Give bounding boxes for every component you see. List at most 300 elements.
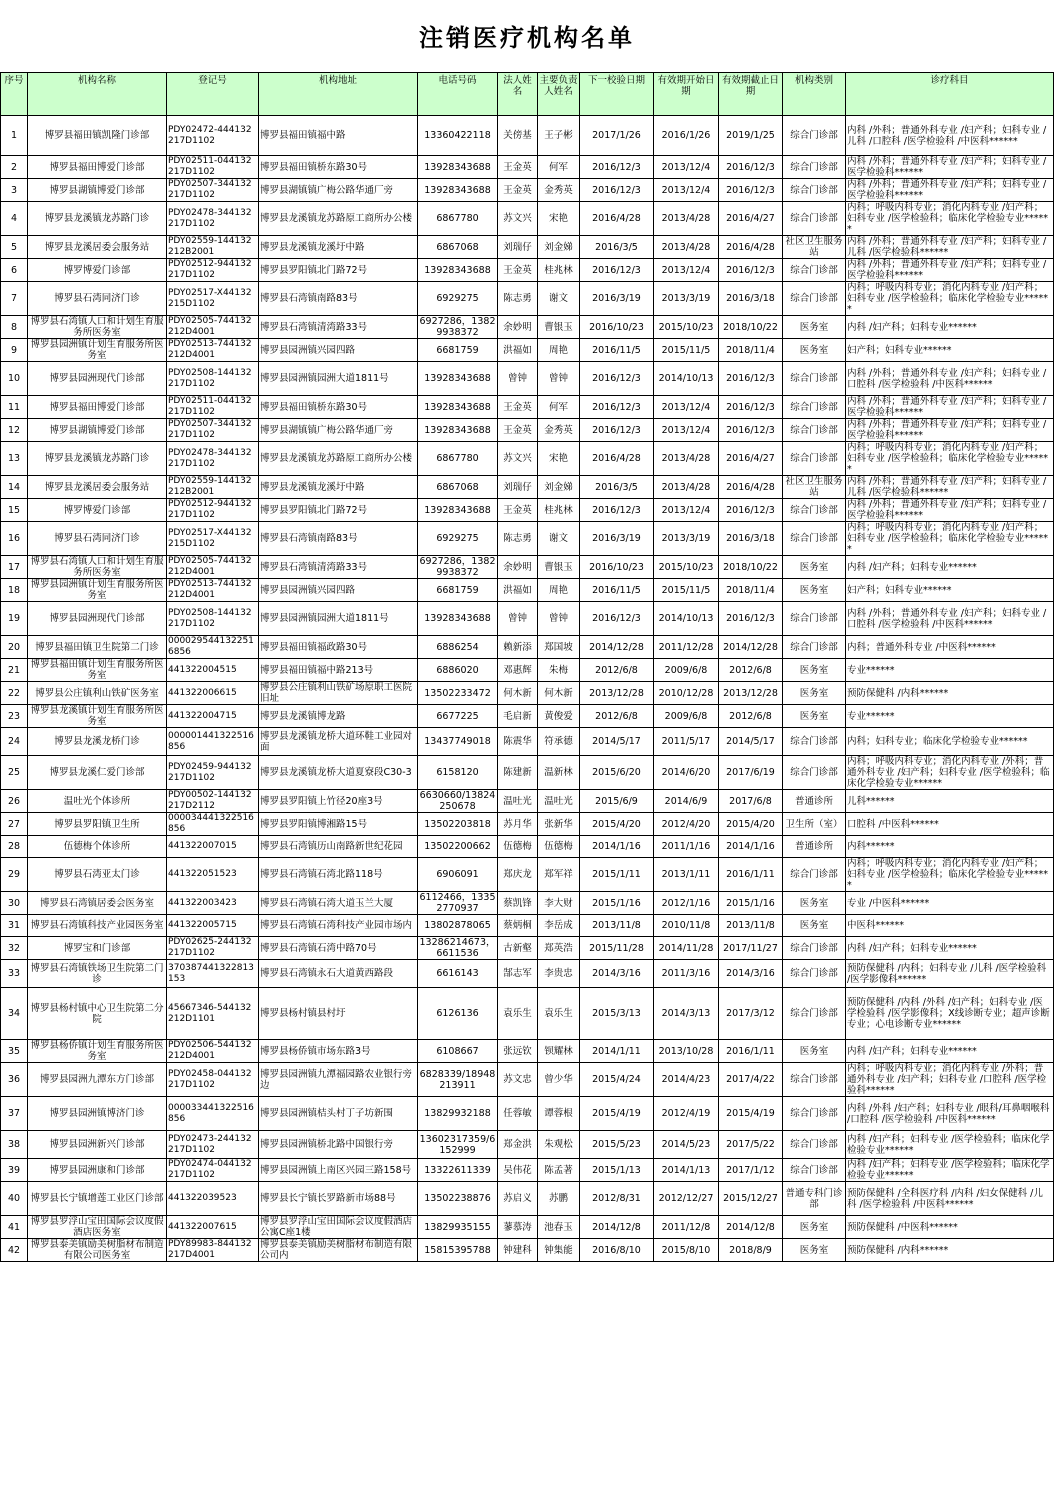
cell-principal: 宋艳 [538, 442, 580, 476]
cell-reg-no: PDY02472-444132217D1102 [167, 116, 259, 156]
cell-principal: 刘金娣 [538, 476, 580, 499]
cell-name: 博罗县龙溪居委会服务站 [28, 236, 167, 259]
cell-phone: 13928343688 [418, 259, 498, 282]
cell-valid-end: 2014/12/8 [719, 1216, 783, 1239]
cell-valid-end: 2016/12/3 [719, 396, 783, 419]
cell-category: 医务室 [783, 339, 846, 362]
cell-phone: 13437749018 [418, 728, 498, 756]
cell-phone: 13502203818 [418, 813, 498, 836]
cell-next-check: 2013/12/28 [580, 682, 654, 705]
table-row [1, 156, 1054, 179]
cell-index: 40 [1, 1182, 28, 1216]
cell-address: 博罗县福田镇福中路213号 [259, 659, 418, 682]
cell-name: 博罗县园洲现代门诊部 [28, 602, 167, 636]
cell-principal: 曹银玉 [538, 556, 580, 579]
cell-index: 37 [1, 1097, 28, 1131]
cell-reg-no: PDY02517-X44132215D1102 [167, 522, 259, 556]
cell-index: 16 [1, 522, 28, 556]
cell-valid-end: 2018/11/4 [719, 339, 783, 362]
cell-next-check: 2015/4/19 [580, 1097, 654, 1131]
cell-next-check: 2016/12/3 [580, 362, 654, 396]
cell-index: 10 [1, 362, 28, 396]
cell-address: 博罗县园洲镇九潭福园路农业银行旁边 [259, 1063, 418, 1097]
cell-legal-rep: 吴伟花 [498, 1159, 538, 1182]
cell-address: 博罗县福田镇福中路 [259, 116, 418, 156]
cell-principal: 曹银玉 [538, 316, 580, 339]
cell-valid-start: 2015/11/5 [654, 339, 719, 362]
table-header-row [1, 73, 1054, 116]
cell-valid-end: 2016/12/3 [719, 259, 783, 282]
table-row [1, 756, 1054, 790]
cell-phone: 13360422118 [418, 116, 498, 156]
cell-index: 6 [1, 259, 28, 282]
cell-category: 普通专科门诊部 [783, 1182, 846, 1216]
cell-valid-start: 2014/10/13 [654, 602, 719, 636]
cell-valid-start: 2010/12/28 [654, 682, 719, 705]
cell-reg-no: PDY02513-744132212D4001 [167, 579, 259, 602]
cell-reg-no: PDY02507-344132217D1102 [167, 419, 259, 442]
cell-next-check: 2016/12/3 [580, 419, 654, 442]
cell-valid-start: 2015/11/5 [654, 579, 719, 602]
cell-specialties: 内科 /外科；普通外科专业 /妇产科；妇科专业 /儿科 /口腔科 /医学检验科 /中医科****** [846, 116, 1054, 156]
table-row [1, 522, 1054, 556]
cell-address: 博罗县罗阳镇博湘路15号 [259, 813, 418, 836]
cell-legal-rep: 王金英 [498, 499, 538, 522]
cell-name: 博罗县园洲九潭东方门诊部 [28, 1063, 167, 1097]
cell-specialties: 内科 /外科；普通外科专业 /妇产科；妇科专业 /口腔科 /医学检验科 /中医科****** [846, 362, 1054, 396]
col-header-principal: 主要负责人姓名 [538, 73, 580, 116]
table-row [1, 282, 1054, 316]
cell-principal: 袁乐生 [538, 988, 580, 1040]
cell-name: 温吐光个体诊所 [28, 790, 167, 813]
cell-specialties: 预防保健科 /内科****** [846, 1239, 1054, 1262]
cell-valid-start: 2011/3/16 [654, 960, 719, 988]
cell-name: 博罗县福田博爱门诊部 [28, 156, 167, 179]
cell-principal: 张新华 [538, 813, 580, 836]
cell-category: 综合门诊部 [783, 1097, 846, 1131]
table-row [1, 960, 1054, 988]
cell-legal-rep: 苏文兴 [498, 202, 538, 236]
cell-phone: 13928343688 [418, 602, 498, 636]
cell-address: 博罗县龙溪镇龙苏路原工商所办公楼 [259, 442, 418, 476]
cell-phone: 6929275 [418, 522, 498, 556]
cell-reg-no: PDY02517-X44132215D1102 [167, 282, 259, 316]
cell-valid-end: 2017/6/8 [719, 790, 783, 813]
cell-legal-rep: 何木新 [498, 682, 538, 705]
cell-next-check: 2016/4/28 [580, 202, 654, 236]
cell-specialties: 内科；呼吸内科专业；消化内科专业 /妇产科；妇科专业 /医学检验科；临床化学检验专业****** [846, 202, 1054, 236]
cell-valid-start: 2014/10/13 [654, 362, 719, 396]
table-row [1, 179, 1054, 202]
cell-phone: 13286214673，6611536 [419, 937, 496, 959]
col-header-phone: 电话号码 [418, 73, 498, 116]
cell-specialties: 内科 /妇产科；妇科专业****** [846, 556, 1054, 579]
cell-address: 博罗县罗浮山宝田国际会议度假酒店公寓C座1楼 [259, 1216, 418, 1239]
cell-category: 医务室 [783, 659, 846, 682]
cell-legal-rep: 曾钟 [498, 362, 538, 396]
cell-principal: 曾钟 [538, 602, 580, 636]
cell-category: 医务室 [783, 705, 846, 728]
table-row [1, 1239, 1054, 1262]
cell-category: 综合门诊部 [783, 522, 846, 556]
cell-principal: 宋艳 [538, 202, 580, 236]
cell-valid-end: 2017/6/19 [719, 756, 783, 790]
cell-address: 博罗县园洲镇桔头村丁子坊新围 [259, 1097, 418, 1131]
table-row [1, 316, 1054, 339]
cell-name: 博罗县石湾镇科技产业园医务室 [28, 915, 167, 937]
table-row [1, 1097, 1054, 1131]
cell-valid-end: 2017/11/27 [719, 937, 783, 960]
cell-category: 医务室 [783, 316, 846, 339]
cell-principal: 钟集能 [538, 1239, 580, 1262]
cell-specialties: 内科 /妇产科；妇科专业****** [846, 937, 1054, 960]
cell-next-check: 2015/3/13 [580, 988, 654, 1040]
cell-valid-start: 2009/6/8 [654, 705, 719, 728]
cell-address: 博罗县罗阳镇北门路72号 [259, 499, 418, 522]
cell-principal: 谢文 [538, 282, 580, 316]
cell-legal-rep: 郑庆龙 [498, 858, 538, 892]
cell-name: 博罗县福田镇凯隆门诊部 [28, 116, 167, 156]
col-header-legal-rep: 法人姓名 [498, 73, 538, 116]
cell-address: 博罗县龙溪镇龙溪圩中路 [259, 476, 418, 499]
cell-legal-rep: 陈建新 [498, 756, 538, 790]
cell-principal: 周艳 [538, 339, 580, 362]
cell-address: 博罗县石湾镇清湾路33号 [259, 556, 418, 579]
cell-next-check: 2016/12/3 [580, 156, 654, 179]
cell-legal-rep: 张远钦 [498, 1040, 538, 1063]
cell-valid-end: 2018/10/22 [719, 556, 783, 579]
cell-address: 博罗县园洲镇桥北路中国银行旁 [259, 1131, 418, 1159]
cell-legal-rep: 郑金洪 [498, 1131, 538, 1159]
cell-next-check: 2015/11/28 [580, 937, 654, 960]
cell-index: 24 [1, 728, 28, 756]
col-header-category: 机构类别 [783, 73, 846, 116]
cell-name: 博罗博爱门诊部 [28, 499, 167, 522]
cell-legal-rep: 袁乐生 [498, 988, 538, 1040]
cell-reg-no: PDY02506-544132212D4001 [167, 1040, 259, 1063]
table-row [1, 602, 1054, 636]
cell-category: 综合门诊部 [783, 259, 846, 282]
cell-specialties: 内科；妇科专业；临床化学检验专业****** [846, 728, 1054, 756]
cell-next-check: 2016/4/28 [580, 442, 654, 476]
cell-reg-no: 441322004515 [167, 659, 259, 682]
table-row [1, 705, 1054, 728]
cell-legal-rep: 温吐光 [498, 790, 538, 813]
cell-index: 31 [1, 915, 28, 937]
cell-reg-no: 441322039523 [167, 1182, 259, 1216]
cell-valid-end: 2017/3/12 [719, 988, 783, 1040]
cell-valid-end: 2016/12/3 [719, 156, 783, 179]
table-row [1, 236, 1054, 259]
cell-specialties: 预防保健科 /内科 /外科 /妇产科；妇科专业 /医学检验科 /医学影像科；X线诊断专业；超声诊断专业；心电诊断专业****** [846, 988, 1054, 1040]
cell-specialties: 内科；普通外科专业 /中医科****** [846, 636, 1054, 659]
cell-index: 34 [1, 988, 28, 1040]
cell-phone: 6927286，13829938372 [419, 556, 496, 578]
cell-address: 博罗县龙溪镇龙桥大道夏寮段C30-3 [259, 756, 418, 790]
cell-valid-start: 2014/5/23 [654, 1131, 719, 1159]
cell-next-check: 2016/10/23 [580, 556, 654, 579]
cell-valid-start: 2011/1/16 [654, 836, 719, 858]
cell-legal-rep: 王金英 [498, 396, 538, 419]
cell-legal-rep: 苏启义 [498, 1182, 538, 1216]
cell-specialties: 内科 /外科；普通外科专业 /妇产科；妇科专业 /医学检验科****** [846, 259, 1054, 282]
cell-valid-start: 2016/1/26 [654, 116, 719, 156]
cell-reg-no: PDY02478-344132217D1102 [167, 202, 259, 236]
cell-next-check: 2016/12/3 [580, 602, 654, 636]
cell-index: 26 [1, 790, 28, 813]
table-row [1, 636, 1054, 659]
cell-principal: 李大财 [538, 892, 580, 915]
cell-reg-no: PDY02508-144132217D1102 [167, 362, 259, 396]
cell-category: 综合门诊部 [783, 156, 846, 179]
cell-category: 卫生所（室） [783, 813, 846, 836]
cell-category: 普通诊所 [783, 790, 846, 813]
cell-category: 综合门诊部 [783, 179, 846, 202]
cell-category: 综合门诊部 [783, 858, 846, 892]
cell-specialties: 内科 /妇产科；妇科专业 /医学检验科；临床化学检验专业****** [846, 1131, 1054, 1159]
cell-valid-start: 2011/5/17 [654, 728, 719, 756]
cell-next-check: 2016/10/23 [580, 316, 654, 339]
cell-name: 博罗县园洲新兴门诊部 [28, 1131, 167, 1159]
cell-name: 博罗宝和门诊部 [28, 937, 167, 960]
cell-address: 博罗县石湾镇石湾中路70号 [259, 937, 418, 960]
cell-legal-rep: 陈震华 [498, 728, 538, 756]
cell-name: 博罗县福田镇计划生育服务所医务室 [28, 659, 167, 682]
cell-name: 博罗县龙溪龙桥门诊 [28, 728, 167, 756]
cell-valid-end: 2017/1/12 [719, 1159, 783, 1182]
cell-principal: 桂兆林 [538, 499, 580, 522]
cell-specialties: 预防保健科 /中医科****** [846, 1216, 1054, 1239]
cell-address: 博罗县园洲镇兴园四路 [259, 579, 418, 602]
cell-category: 综合门诊部 [783, 362, 846, 396]
cell-legal-rep: 关傍基 [498, 116, 538, 156]
cell-legal-rep: 邓惠辉 [498, 659, 538, 682]
cell-address: 博罗县杨村镇县村圩 [259, 988, 418, 1040]
cell-index: 17 [1, 556, 28, 579]
col-header-valid-end: 有效期截止日期 [719, 73, 783, 116]
cell-next-check: 2015/4/20 [580, 813, 654, 836]
cell-reg-no: PDY00502-144132217D2112 [167, 790, 259, 813]
cell-principal: 谭蓉根 [538, 1097, 580, 1131]
col-header-specialties: 诊疗科目 [846, 73, 1054, 116]
table-row [1, 442, 1054, 476]
cell-next-check: 2014/1/16 [580, 836, 654, 858]
table-row [1, 476, 1054, 499]
cell-legal-rep: 任蓉敏 [498, 1097, 538, 1131]
cell-name: 博罗县园洲镇博济门诊 [28, 1097, 167, 1131]
cell-address: 博罗县石湾镇南路83号 [259, 522, 418, 556]
cell-principal: 朱梅 [538, 659, 580, 682]
cell-category: 综合门诊部 [783, 202, 846, 236]
cell-reg-no: PDY02473-244132217D1102 [167, 1131, 259, 1159]
cell-index: 8 [1, 316, 28, 339]
cell-principal: 黄俊爱 [538, 705, 580, 728]
cell-phone: 13928343688 [418, 499, 498, 522]
cell-reg-no: PDY02459-944132217D1102 [167, 756, 259, 790]
cell-name: 博罗县石湾镇居委会医务室 [28, 892, 167, 915]
cell-legal-rep: 蔡炳桐 [498, 915, 538, 937]
col-header-address: 机构地址 [259, 73, 418, 116]
cell-next-check: 2017/1/26 [580, 116, 654, 156]
cell-valid-start: 2013/12/4 [654, 179, 719, 202]
cell-phone: 15815395788 [418, 1239, 498, 1262]
cell-principal: 李贵忠 [538, 960, 580, 988]
cell-category: 医务室 [783, 579, 846, 602]
cell-address: 博罗县园洲镇上南区兴园三路158号 [259, 1159, 418, 1182]
cell-category: 医务室 [783, 1040, 846, 1063]
cell-name: 伍德梅个体诊所 [28, 836, 167, 858]
cell-legal-rep: 王金英 [498, 156, 538, 179]
cell-valid-start: 2014/3/13 [654, 988, 719, 1040]
table-row [1, 1182, 1054, 1216]
cell-reg-no: PDY02511-044132217D1102 [167, 156, 259, 179]
cell-reg-no: 441322005715 [167, 915, 259, 937]
cell-next-check: 2015/1/11 [580, 858, 654, 892]
cell-legal-rep: 苏月华 [498, 813, 538, 836]
cell-address: 博罗县园洲镇园洲大道1811号 [259, 362, 418, 396]
cell-specialties: 妇产科；妇科专业****** [846, 339, 1054, 362]
cell-phone: 6681759 [418, 339, 498, 362]
cell-category: 普通诊所 [783, 836, 846, 858]
cell-specialties: 内科 /外科；普通外科专业 /妇产科；妇科专业 /医学检验科****** [846, 499, 1054, 522]
cell-phone: 13829935155 [418, 1216, 498, 1239]
cell-next-check: 2016/3/5 [580, 476, 654, 499]
cell-name: 博罗县龙溪镇龙苏路门诊 [28, 442, 167, 476]
table-body [1, 116, 1054, 1262]
cell-address: 博罗县园洲镇兴园四路 [259, 339, 418, 362]
cell-principal: 温吐光 [538, 790, 580, 813]
cell-address: 博罗县石湾镇南路83号 [259, 282, 418, 316]
cell-phone: 13928343688 [418, 179, 498, 202]
table-row [1, 937, 1054, 960]
cell-category: 综合门诊部 [783, 499, 846, 522]
cell-specialties: 内科 /妇产科；妇科专业****** [846, 1040, 1054, 1063]
cell-index: 27 [1, 813, 28, 836]
cell-specialties: 预防保健科 /内科；妇科专业 /儿科 /医学检验科 /医学影像科****** [846, 960, 1054, 988]
table-row [1, 419, 1054, 442]
cell-principal: 朱观松 [538, 1131, 580, 1159]
cell-valid-start: 2013/12/4 [654, 499, 719, 522]
cell-index: 22 [1, 682, 28, 705]
table-row [1, 396, 1054, 419]
cell-address: 博罗县龙溪镇龙苏路原工商所办公楼 [259, 202, 418, 236]
cell-specialties: 专业****** [846, 659, 1054, 682]
cell-principal: 郑英浩 [538, 937, 580, 960]
cell-phone: 13502238876 [418, 1182, 498, 1216]
cell-address: 博罗县杨侨镇市场东路3号 [259, 1040, 418, 1063]
cell-address: 博罗县石湾镇历山南路新世纪花园 [259, 836, 418, 858]
cell-specialties: 内科；呼吸内科专业；消化内科专业 /妇产科；妇科专业 /医学检验科；临床化学检验专业****** [846, 522, 1054, 556]
cell-legal-rep: 王金英 [498, 259, 538, 282]
col-header-index: 序号 [1, 73, 28, 116]
cell-phone: 13928343688 [418, 419, 498, 442]
cell-principal: 王子彬 [538, 116, 580, 156]
cell-phone: 6867780 [418, 442, 498, 476]
cell-legal-rep: 毛启新 [498, 705, 538, 728]
cell-valid-end: 2015/4/20 [719, 813, 783, 836]
cell-specialties: 儿科****** [846, 790, 1054, 813]
table-row [1, 790, 1054, 813]
cell-reg-no: PDY02559-144132212B2001 [167, 476, 259, 499]
cell-principal: 曾少华 [538, 1063, 580, 1097]
cell-valid-end: 2016/3/18 [719, 282, 783, 316]
cell-legal-rep: 王金英 [498, 179, 538, 202]
cell-category: 医务室 [783, 1216, 846, 1239]
cell-category: 综合门诊部 [783, 282, 846, 316]
cell-index: 25 [1, 756, 28, 790]
cell-index: 4 [1, 202, 28, 236]
cell-valid-end: 2016/12/3 [719, 419, 783, 442]
cell-specialties: 内科 /妇产科；妇科专业****** [846, 316, 1054, 339]
cell-category: 综合门诊部 [783, 988, 846, 1040]
cell-legal-rep: 刘瑞仔 [498, 476, 538, 499]
cell-principal: 郑国坡 [538, 636, 580, 659]
cell-next-check: 2015/5/23 [580, 1131, 654, 1159]
cell-next-check: 2014/5/17 [580, 728, 654, 756]
cell-category: 医务室 [783, 556, 846, 579]
cell-valid-end: 2012/6/8 [719, 705, 783, 728]
cell-name: 博罗县园洲现代门诊部 [28, 362, 167, 396]
cell-legal-rep: 洪福如 [498, 339, 538, 362]
cell-index: 28 [1, 836, 28, 858]
cell-legal-rep: 赖新添 [498, 636, 538, 659]
cell-index: 13 [1, 442, 28, 476]
cell-valid-start: 2012/4/20 [654, 813, 719, 836]
cell-phone: 6867780 [418, 202, 498, 236]
cell-next-check: 2016/3/5 [580, 236, 654, 259]
cell-address: 博罗县湖镇镇广梅公路华通厂旁 [259, 179, 418, 202]
cell-valid-start: 2014/11/28 [654, 937, 719, 960]
cell-specialties: 内科 /外科 /妇产科；妇科专业 /眼科/耳鼻咽喉科 /口腔科 /医学检验科 /中医科****** [846, 1097, 1054, 1131]
cell-valid-end: 2015/4/19 [719, 1097, 783, 1131]
cell-next-check: 2016/11/5 [580, 579, 654, 602]
cell-valid-end: 2014/3/16 [719, 960, 783, 988]
cell-name: 博罗县福田博爱门诊部 [28, 396, 167, 419]
cell-next-check: 2014/3/16 [580, 960, 654, 988]
cell-valid-end: 2016/1/11 [719, 1040, 783, 1063]
table-row [1, 1040, 1054, 1063]
table-row [1, 1159, 1054, 1182]
cell-specialties: 口腔科 /中医科****** [846, 813, 1054, 836]
cell-category: 综合门诊部 [783, 1159, 846, 1182]
cell-name: 博罗县园洲康和门诊部 [28, 1159, 167, 1182]
cell-principal: 李岳成 [538, 915, 580, 937]
table-row [1, 915, 1054, 937]
cell-legal-rep: 余妙明 [498, 556, 538, 579]
cell-principal: 刘金娣 [538, 236, 580, 259]
cell-category: 综合门诊部 [783, 1131, 846, 1159]
cell-reg-no: 000029544132251 6856 [167, 636, 259, 659]
cell-valid-end: 2016/12/3 [719, 499, 783, 522]
cell-legal-rep: 伍德梅 [498, 836, 538, 858]
cell-reg-no: PDY02474-044132217D1102 [167, 1159, 259, 1182]
cell-name: 博罗县园洲镇计划生育服务所医务室 [28, 339, 167, 362]
cell-phone: 6867068 [418, 476, 498, 499]
cell-specialties: 中医科****** [846, 915, 1054, 937]
cell-specialties: 内科；呼吸内科专业；消化内科专业 /妇产科；妇科专业 /医学检验科；临床化学检验专业****** [846, 858, 1054, 892]
cell-valid-end: 2014/5/17 [719, 728, 783, 756]
cell-name: 博罗县罗阳镇卫生所 [28, 813, 167, 836]
cell-valid-start: 2013/4/28 [654, 202, 719, 236]
table-row [1, 339, 1054, 362]
cell-next-check: 2012/6/8 [580, 705, 654, 728]
cell-principal: 周艳 [538, 579, 580, 602]
cell-phone: 6828339/18948213911 [418, 1063, 498, 1097]
cell-name: 博罗县石湾镇铁场卫生院第二门诊 [28, 960, 167, 988]
cell-principal: 郑军祥 [538, 858, 580, 892]
table-row [1, 202, 1054, 236]
institution-table [0, 72, 1054, 1262]
